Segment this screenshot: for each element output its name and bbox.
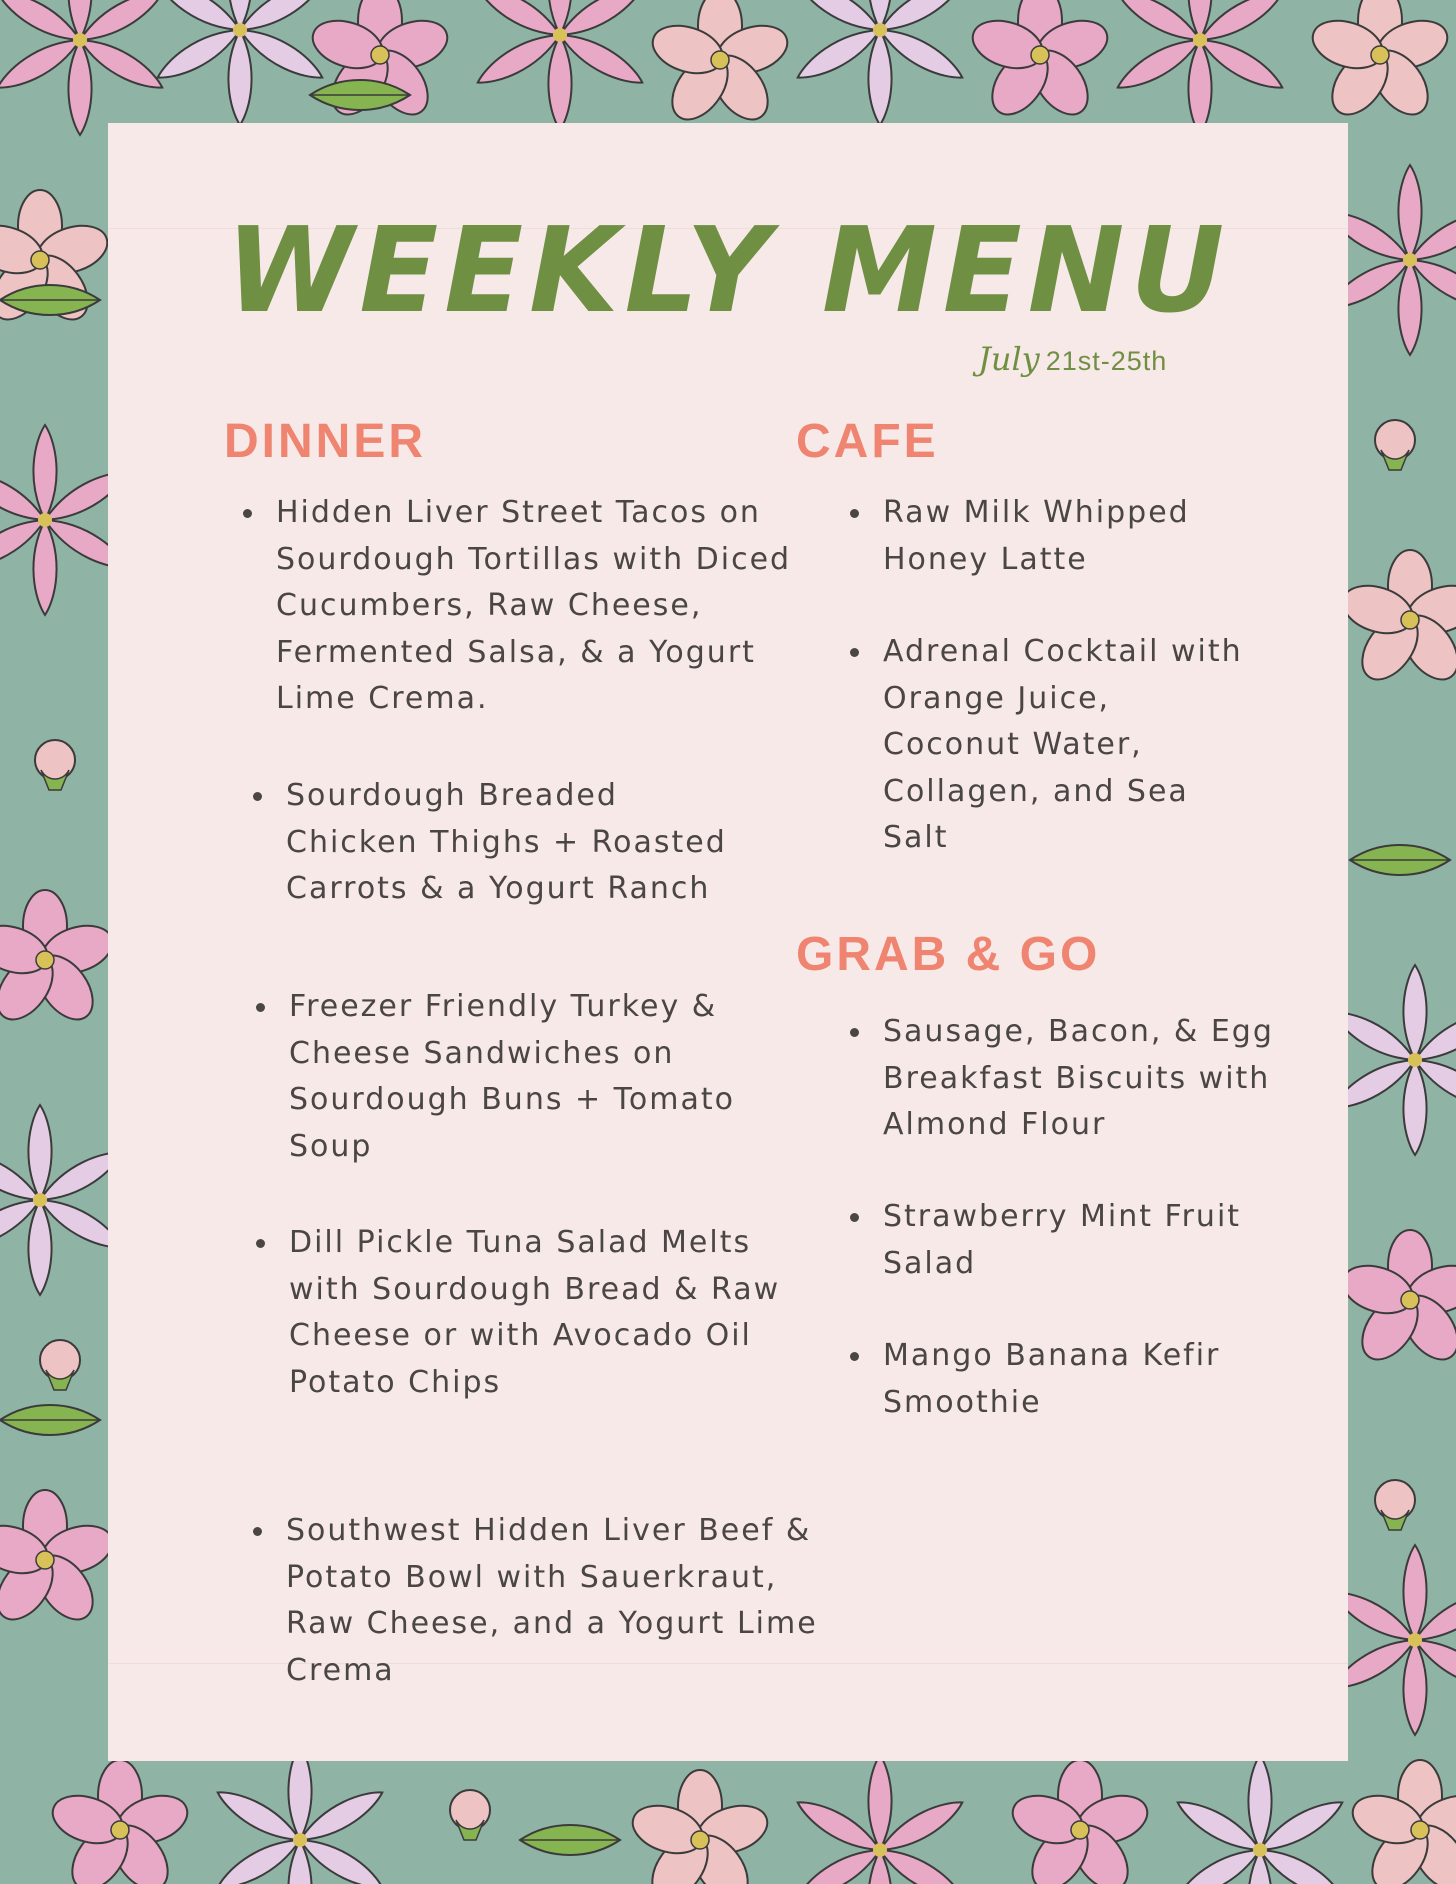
dinner-item-beef-bowl: Southwest Hidden Liver Beef & Potato Bowl with Sauerkraut, Raw Cheese, and a Yogurt Lime Crema: [286, 1508, 826, 1694]
grab-item-smoothie: Mango Banana Kefir Smoothie: [883, 1333, 1283, 1426]
dinner-item-tuna-melts: Dill Pickle Tuna Salad Melts with Sourdough Bread & Raw Cheese or with Avocado Oil Potato Chips: [289, 1220, 799, 1406]
grab-and-go-heading: GRAB & GO: [796, 928, 1101, 981]
grab-item-biscuits: Sausage, Bacon, & Egg Breakfast Biscuits with Almond Flour: [883, 1009, 1303, 1149]
cafe-item-latte: Raw Milk Whipped Honey Latte: [883, 490, 1243, 583]
date-month: July: [978, 340, 1040, 378]
page-title: WEEKLY MENU: [225, 201, 1231, 339]
dinner-heading: DINNER: [224, 415, 427, 468]
dinner-item-tacos: Hidden Liver Street Tacos on Sourdough Tortillas with Diced Cucumbers, Raw Cheese, Fermented Salsa, & a Yogurt Lime Crema.: [276, 490, 796, 723]
date-range: [978, 340, 1167, 378]
grab-item-fruit-salad: Strawberry Mint Fruit Salad: [883, 1194, 1283, 1287]
dinner-item-chicken: Sourdough Breaded Chicken Thighs + Roasted Carrots & a Yogurt Ranch: [286, 773, 756, 913]
menu-card: [108, 123, 1348, 1761]
dinner-item-sandwiches: Freezer Friendly Turkey & Cheese Sandwiches on Sourdough Buns + Tomato Soup: [289, 984, 749, 1170]
cafe-heading: CAFE: [796, 415, 939, 468]
date-days: 21st-25th: [1045, 346, 1168, 376]
cafe-item-adrenal-cocktail: Adrenal Cocktail with Orange Juice, Coconut Water, Collagen, and Sea Salt: [883, 629, 1243, 862]
